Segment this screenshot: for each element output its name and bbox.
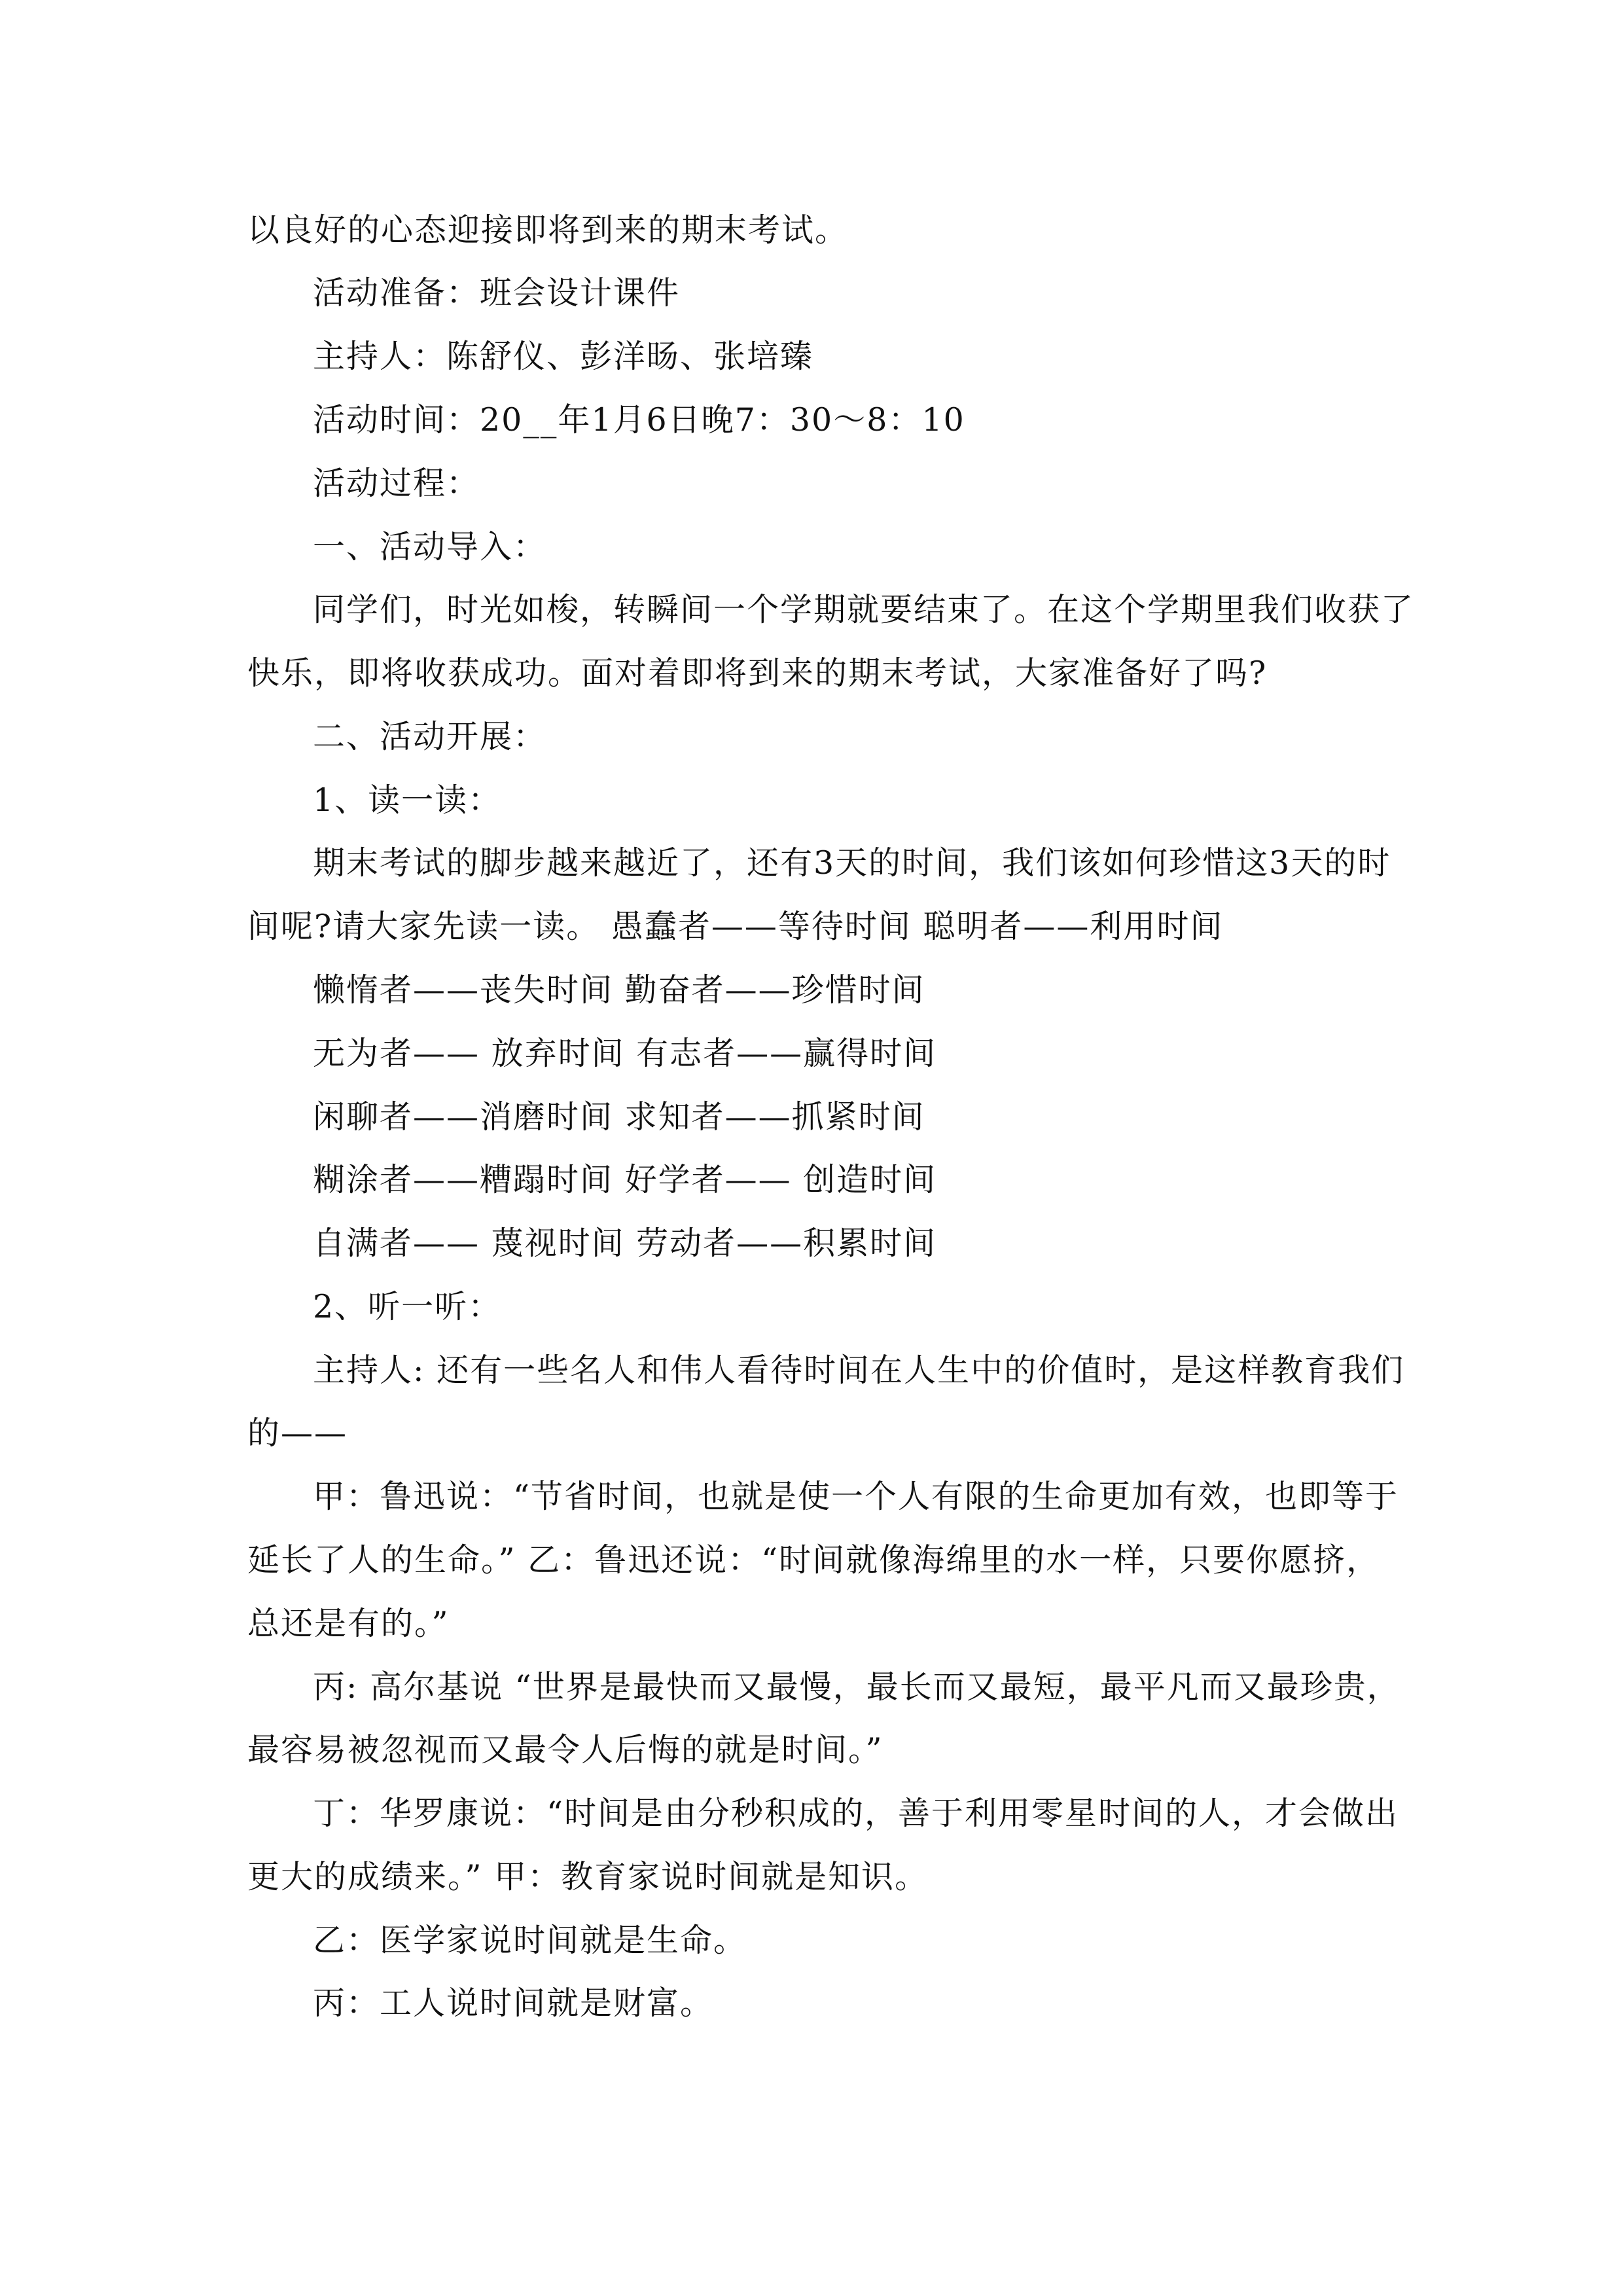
text-line: 甲：鲁迅说：“节省时间，也就是使一个人有限的生命更加有效，也即等于 [313, 1478, 1399, 1515]
text-line: 丁：华罗康说：“时间是由分秒积成的，善于利用零星时间的人，才会做出 [313, 1795, 1399, 1832]
text-line: 1、读一读： [313, 781, 502, 819]
text-line: 最容易被忽视而又最令人后悔的就是时间。” [247, 1731, 883, 1768]
text-line: 期末考试的脚步越来越近了，还有3天的时间，我们该如何珍惜这3天的时 [313, 844, 1391, 882]
text-line: 丙: 高尔基说 “世界是最快而又最慢，最长而又最短，最平凡而又最珍贵， [313, 1668, 1400, 1706]
text-line: 闲聊者——消磨时间 求知者——抓紧时间 [313, 1098, 925, 1136]
text-line: 自满者—— 蔑视时间 劳动者——积累时间 [313, 1225, 937, 1262]
text-line: 同学们，时光如梭，转瞬间一个学期就要结束了。在这个学期里我们收获了 [313, 591, 1415, 628]
text-line: 以良好的心态迎接即将到来的期末考试。 [247, 211, 849, 249]
text-line: 丙：工人说时间就是财富。 [313, 1984, 714, 2022]
text-line: 无为者—— 放弃时间 有志者——赢得时间 [313, 1035, 937, 1072]
text-line: 活动时间：20__年1月6日晚7：30～8：10 [313, 401, 965, 439]
text-line: 一、活动导入： [313, 528, 547, 565]
text-line: 的—— [247, 1414, 348, 1452]
text-line: 活动准备：班会设计课件 [313, 274, 681, 312]
text-line: 活动过程： [313, 465, 480, 502]
text-line: 间呢?请大家先读一读。 愚蠢者——等待时间 聪明者——利用时间 [247, 908, 1224, 945]
text-line: 总还是有的。” [247, 1605, 450, 1642]
text-line: 快乐，即将收获成功。面对着即将到来的期末考试，大家准备好了吗? [247, 655, 1268, 692]
text-line: 主持人：陈舒仪、彭洋旸、张培臻 [313, 338, 814, 375]
text-line: 二、活动开展： [313, 718, 547, 755]
text-line: 主持人: 还有一些名人和伟人看待时间在人生中的价值时，是这样教育我们 [313, 1352, 1405, 1389]
text-line: 糊涂者——糟蹋时间 好学者—— 创造时间 [313, 1161, 937, 1198]
text-line: 2、听一听： [313, 1288, 502, 1325]
text-line: 更大的成绩来。” 甲：教育家说时间就是知识。 [247, 1858, 929, 1895]
text-line: 乙：医学家说时间就是生命。 [313, 1922, 747, 1959]
text-line: 懒惰者——丧失时间 勤奋者——珍惜时间 [313, 971, 925, 1009]
text-line: 延长了人的生命。” 乙：鲁迅还说：“时间就像海绵里的水一样，只要你愿挤， [247, 1541, 1380, 1579]
